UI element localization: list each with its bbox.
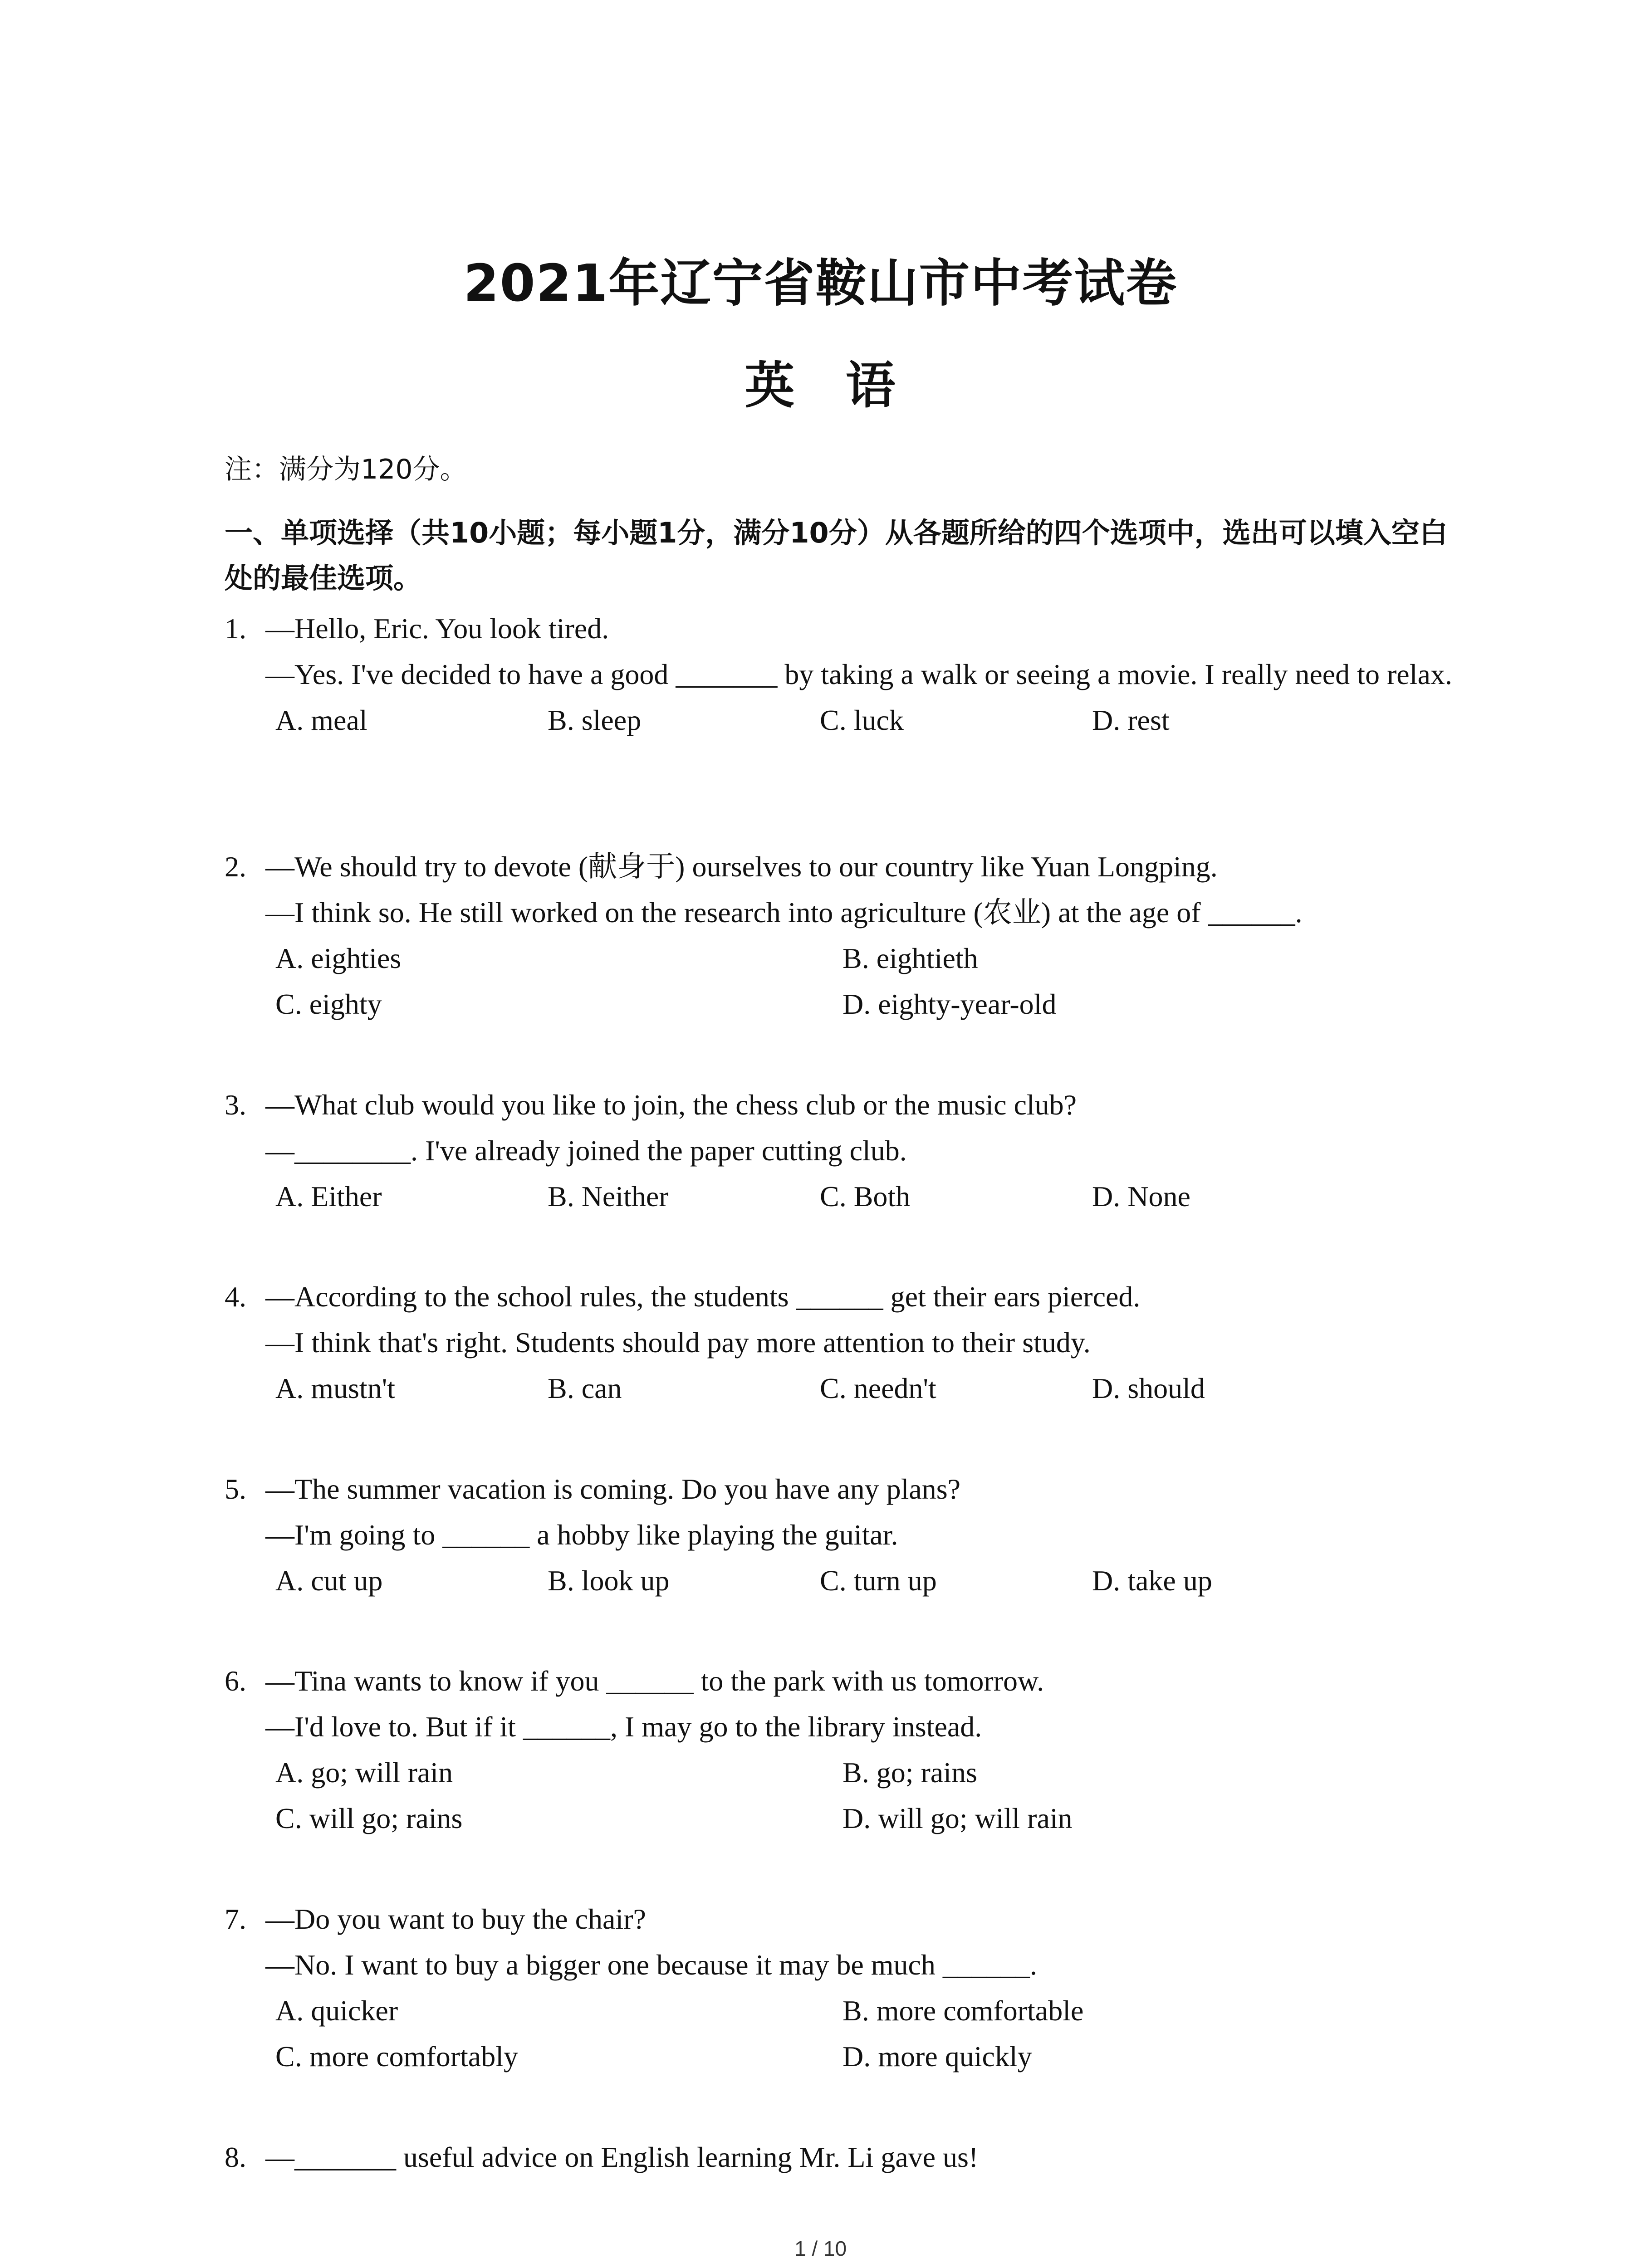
page-number: 1 / 10: [794, 2237, 847, 2260]
question-number: 1.: [225, 612, 246, 645]
question-number: 3.: [225, 1089, 246, 1121]
question-8: [225, 2134, 1454, 2180]
question-number: 2.: [225, 850, 246, 883]
question-line: —I think that's right. Students should pay more attention to their study.: [265, 1326, 1091, 1359]
question-line: —Hello, Eric. You look tired.: [265, 612, 609, 645]
options-row: [275, 1795, 1454, 1841]
options-row: [275, 1365, 1454, 1411]
exam-subject: 英 语: [745, 357, 896, 415]
question-number: 8.: [225, 2141, 246, 2173]
option-c: C. Both: [820, 1180, 911, 1212]
options-row: [275, 1173, 1454, 1219]
option-d: D. will go; will rain: [843, 1802, 1073, 1834]
options-row: [275, 981, 1454, 1027]
question-line: —I'd love to. But if it ______, I may go to the library instead.: [265, 1711, 982, 1743]
option-c: C. turn up: [820, 1564, 937, 1597]
question-line: —The summer vacation is coming. Do you have any plans?: [265, 1473, 961, 1505]
question-line: —_______ useful advice on English learning Mr. Li gave us!: [265, 2141, 979, 2173]
option-b: B. more comfortable: [843, 1994, 1084, 2027]
options-row: [275, 2033, 1454, 2079]
question-5: [225, 1466, 1454, 1603]
question-2: [225, 844, 1454, 1027]
question-number: 6.: [225, 1665, 246, 1697]
question-line: —I think so. He still worked on the research into agriculture (农业) at the age of ______.: [265, 896, 1303, 929]
option-a: A. Either: [275, 1180, 382, 1212]
question-line: —Tina wants to know if you ______ to the park with us tomorrow.: [265, 1665, 1044, 1697]
option-d: D. more quickly: [843, 2040, 1032, 2072]
question-line: —________. I've already joined the paper cutting club.: [265, 1134, 907, 1167]
exam-title: 2021年辽宁省鞍山市中考试卷: [463, 254, 1178, 313]
score-note: 注：满分为120分。: [225, 454, 467, 485]
option-a: A. meal: [275, 704, 367, 736]
question-line: —We should try to devote (献身于) ourselves to our country like Yuan Longping.: [265, 850, 1218, 883]
question-line: —I'm going to ______ a hobby like playing the guitar.: [265, 1519, 898, 1551]
options-row: [275, 1558, 1454, 1603]
options-row: [275, 1988, 1454, 2033]
question-7: [225, 1896, 1454, 2079]
option-d: D. take up: [1092, 1564, 1212, 1597]
question-number: 4.: [225, 1281, 246, 1313]
question-number: 7.: [225, 1903, 246, 1935]
option-c: C. eighty: [275, 988, 382, 1020]
option-b: B. look up: [548, 1564, 670, 1597]
option-a: A. quicker: [275, 1994, 398, 2027]
option-a: A. go; will rain: [275, 1756, 453, 1789]
option-c: C. will go; rains: [275, 1802, 463, 1834]
option-a: A. mustn't: [275, 1372, 395, 1404]
question-number: 5.: [225, 1473, 246, 1505]
option-b: B. can: [548, 1372, 622, 1404]
question-1: [225, 606, 1454, 743]
option-b: B. sleep: [548, 704, 642, 736]
option-b: B. go; rains: [843, 1756, 977, 1789]
question-line: —No. I want to buy a bigger one because it may be much ______.: [265, 1949, 1037, 1981]
option-b: B. Neither: [548, 1180, 669, 1212]
options-row: [275, 697, 1454, 743]
option-a: A. cut up: [275, 1564, 383, 1597]
question-line: —According to the school rules, the students ______ get their ears pierced.: [265, 1281, 1141, 1313]
question-line: —Yes. I've decided to have a good _______ by taking a walk or seeing a movie. I really need to relax.: [265, 658, 1452, 690]
option-b: B. eightieth: [843, 942, 978, 974]
option-c: C. more comfortably: [275, 2040, 518, 2072]
option-c: C. luck: [820, 704, 904, 736]
section-heading: 一、单项选择（共10小题；每小题1分，满分10分）从各题所给的四个选项中，选出可以填入空白处的最佳选项。: [225, 516, 1448, 595]
option-a: A. eighties: [275, 942, 402, 974]
question-4: [225, 1274, 1454, 1411]
question-line: —What club would you like to join, the chess club or the music club?: [265, 1089, 1077, 1121]
option-d: D. rest: [1092, 704, 1170, 736]
option-d: D. should: [1092, 1372, 1205, 1404]
question-3: [225, 1082, 1454, 1219]
options-row: [275, 935, 1454, 981]
question-line: —Do you want to buy the chair?: [265, 1903, 646, 1935]
option-d: D. eighty-year-old: [843, 988, 1057, 1020]
options-row: [275, 1750, 1454, 1795]
option-d: D. None: [1092, 1180, 1190, 1212]
question-6: [225, 1658, 1454, 1841]
option-c: C. needn't: [820, 1372, 936, 1404]
